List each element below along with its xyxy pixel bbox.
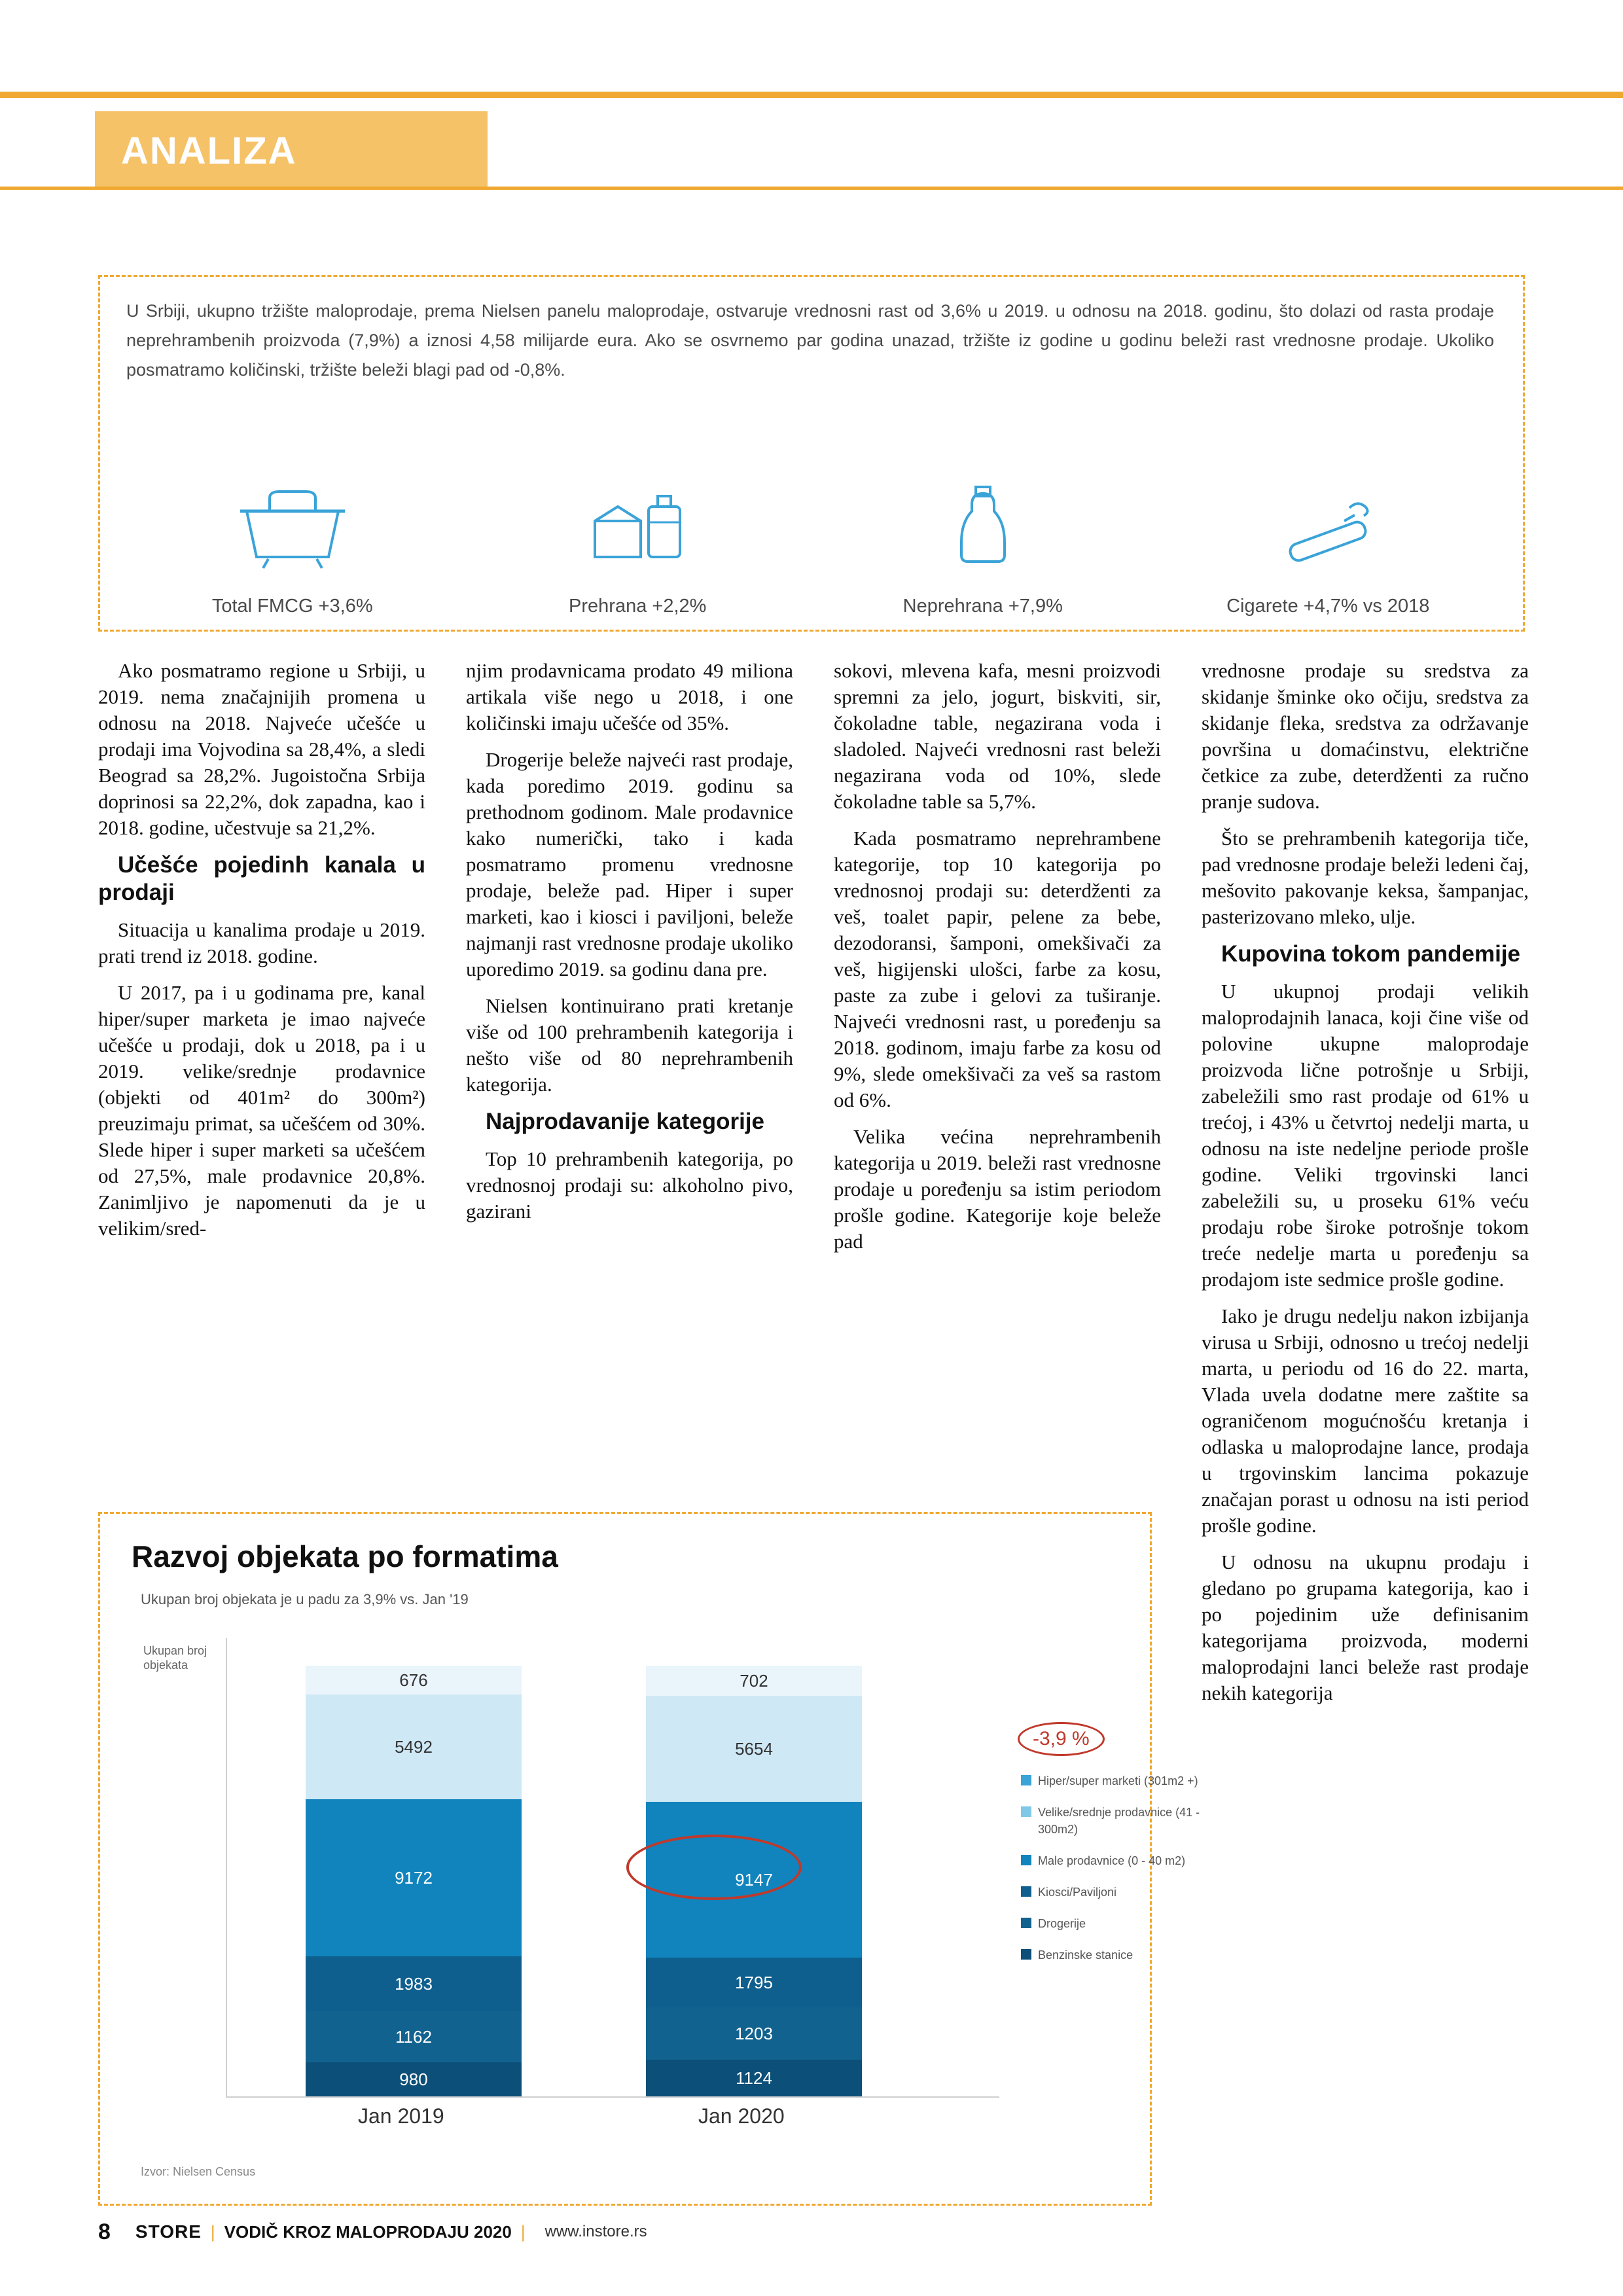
paragraph: Ako posmatramo regione u Srbiji, u 2019. nema značajnijih promena u odnosu na 2018. Najveće učešće u prodaji ima Vojvodina sa 28,4%, a sledi Beograd sa 28,2%. Jugoistočna Srbija doprinosi sa 22,2%, dok zapadna, kao i 2018. godine, učestvuje sa 21,2%. [98,659,425,839]
chart-segment: 702 [646,1666,862,1696]
footer-separator: | [210,2221,215,2242]
infographic-text: U Srbiji, ukupno tržište maloprodaje, prema Nielsen panelu maloprodaje, ostvaruje vrednosni rast od 3,6% u 2019. u odnosu na 2018. godinu, što dolazi od rasta prodaje neprehrambenih proizvoda (7,9%) a iznosi 4,58 milijarde eura. Ako se osvrnemo par godina unazad, tržište iz godine u godinu beleži rast vrednosne prodaje. Ukoliko posmatramo količinski, tržište beleži blagi pad od -0,8%. [126,301,1494,380]
paragraph: U ukupnoj prodaji velikih maloprodajnih lanaca, koji čine više od polovine ukupne maloprodaje proizvoda lične potrošnje u Srbiji, zabeležili smo rast prodaje od 61% u trećoj, i 43% u četvrtoj nedelji marta, u odnosu na iste nedeljne periode prošle godine. Veliki trgovinski lanci zabeležili su, u proseku 61% veću prodaju robe široke potrošnje tokom treće nedelje marta u poređenju sa prodajom iste sedmice prošle godine. [1202,980,1529,1291]
paragraph: U 2017, pa i u godinama pre, kanal hiper/super marketa je imao najveće učešće u prodaji, dok u 2018, pa i u 2019. velike/srednje prodavnice (objekti od 401m² do 300m²) preuzimaju primat, sa učešćem od 30%. Slede hiper i super marketi sa učešćem od 27,5%, male prodavnice 20,8%. Zanimljivo je napomenuti da je u velikim/sred- [98,981,425,1240]
chart-segment: 5654 [646,1696,862,1802]
infographic-icon-row [120,440,1501,617]
article-column-4 [1202,658,1529,1717]
detergent-bottle-icon [921,475,1045,580]
chart-segment: 1162 [306,2011,522,2062]
chart-segment: 9147 [646,1802,862,1958]
chart-segment: 9172 [306,1799,522,1956]
subheading: Učešće pojedinh kanala u prodaji [98,852,425,905]
article-column-3 [834,658,1161,1265]
infographic-item-label: Cigarete +4,7% vs 2018 [1226,596,1430,617]
legend-label: Benzinske stanice [1038,1948,1133,1962]
chart-x-label: Jan 2020 [698,2104,785,2128]
article-column-1 [98,658,425,1252]
paragraph: Nielsen kontinuirano prati kretanje više od 100 prehrambenih kategorija i nešto više od 80 neprehrambenih kategorija. [466,994,793,1096]
article-column-2 [466,658,793,1235]
legend-item [1021,1804,1230,1838]
legend-item [1021,1884,1230,1901]
subheading: Kupovina tokom pandemije [1221,941,1520,967]
chart-title: Razvoj objekata po formatima [132,1539,558,1573]
chart-highlight-ellipse [626,1835,802,1900]
legend-item [1021,1915,1230,1932]
chart-source: Izvor: Nielsen Census [141,2165,256,2178]
header-rule [0,187,1623,190]
chart-subtitle: Ukupan broj objekata je u padu za 3,9% vs. Jan '19 [141,1591,469,1607]
infographic-item [465,475,811,617]
header-top-band [0,92,1623,98]
subheading: Najprodavanije kategorije [486,1109,764,1134]
infographic-item [810,475,1156,617]
shopping-basket-icon [230,475,355,580]
page-footer [98,2212,1525,2251]
infographic-item-label: Prehrana +2,2% [569,596,707,617]
footer-edition: VODIČ KROZ MALOPRODAJU 2020 [224,2221,512,2242]
legend-swatch-icon [1021,1886,1031,1897]
infographic-item-label: Total FMCG +3,6% [211,596,373,617]
chart-segment: 5492 [306,1695,522,1799]
legend-item [1021,1772,1230,1789]
cigarette-icon [1266,475,1390,580]
chart-segment: 980 [306,2062,522,2096]
legend-item [1021,1852,1230,1869]
chart-segment: 1983 [306,1956,522,2011]
chart-legend [1021,1772,1230,1978]
legend-swatch-icon [1021,1855,1031,1865]
legend-swatch-icon [1021,1949,1031,1960]
legend-item [1021,1946,1230,1964]
paragraph: Velika većina neprehrambenih kategorija u 2019. beleži rast vrednosne prodaje u poređenju sa istim periodom prošle godine. Kategorije koje beleže pad [834,1125,1161,1253]
paragraph: U odnosu na ukupnu prodaju i gledano po grupama kategorija, kao i po pojedinim uže definisanim kategorijama proizvoda, moderni maloprodajni lanci beleže rast prodaje nekih kategorija [1202,1551,1529,1704]
paragraph: njim prodavnicama prodato 49 miliona artikala više nego u 2018, i one količinski imaju učešće od 35%. [466,659,793,734]
section-tab [95,111,488,190]
paragraph: Iako je drugu nedelju nakon izbijanja virusa u Srbiji, odnosno u trećoj nedelji marta, u periodu od 16 do 22. marta, Vlada uvela dodatne mere zaštite sa ograničenom mogućnošću kretanja i odlaska u maloprodajne lance, prodaja u trgovinskim lancima pokazuje značajan porast u odnosu na isti period prošle godine. [1202,1304,1529,1537]
chart-frame [226,1638,999,2128]
footer-logo: STORE [135,2221,202,2242]
legend-label: Drogerije [1038,1917,1086,1930]
page-number: 8 [98,2219,111,2244]
infographic-item-label: Neprehrana +7,9% [902,596,1063,617]
groceries-icon [575,475,700,580]
paragraph: Situacija u kanalima prodaje u 2019. prati trend iz 2018. godine. [98,918,425,967]
infographic-item [120,475,465,617]
chart-total-label: Ukupan broj objekata [143,1644,207,1672]
chart-box [98,1512,1200,2206]
paragraph: Kada posmatramo neprehrambene kategorije, top 10 kategorija po vrednosnoj prodaji su: deterdženti za veš, toalet papir, pelene za bebe, dezodoransi, šamponi, omekšivači za veš, higijenski ulošci, farbe za kosu, paste za zube i gelovi za tuširanje. Najveći vrednosni rast, u poređenju sa 2018. godinom, imaju farbe za kosu od 9%, slede omekšivači za veš sa rastom od 6%. [834,827,1161,1111]
paragraph: vrednosne prodaje su sredstva za skidanje šminke oko očiju, sredstva za skidanje fleka, sredstva za održavanje površina u domaćinstvu, električne četkice za zube, deterdženti za ručno pranje sudova. [1202,659,1529,813]
legend-swatch-icon [1021,1806,1031,1817]
legend-label: Hiper/super marketi (301m2 +) [1038,1774,1198,1787]
paragraph: Što se prehrambenih kategorija tiče, pad vrednosne prodaje beleži ledeni čaj, mešovito pakovanje keksa, šampanjac, pasterizovano mleko, ulje. [1202,827,1529,928]
paragraph: sokovi, mlevena kafa, mesni proizvodi spremni za jelo, jogurt, biskviti, sir, čokoladne table, negazirana voda i sladoled. Najveći vrednosni rast beleži negazirana voda od 10%, slede čokoladne table sa 5,7%. [834,659,1161,813]
chart-x-label: Jan 2019 [358,2104,444,2128]
chart-bar [306,1666,522,2096]
chart-segment: 1203 [646,2007,862,2060]
chart-delta-badge: -3,9 % [1018,1722,1105,1756]
chart-segment: 676 [306,1666,522,1695]
legend-label: Kiosci/Paviljoni [1038,1886,1117,1899]
footer-url[interactable]: www.instore.rs [544,2223,647,2240]
chart-segment: 1124 [646,2060,862,2096]
legend-label: Male prodavnice (0 - 40 m2) [1038,1854,1186,1867]
paragraph: Top 10 prehrambenih kategorija, po vrednosnoj prodaji su: alkoholno pivo, gazirani [466,1147,793,1223]
paragraph: Drogerije beleže najveći rast prodaje, kada poredimo 2019. godinu sa prethodnom godinom. Male prodavnice kako numerički, tako i kada posmatramo promenu vrednosne prodaje, beleže pad. Hiper i super marketi, kao i kiosci i paviljoni, beleže najmanji rast vrednosne prodaje ukoliko uporedimo 2019. sa godinu dana pre. [466,748,793,980]
chart-segment: 1795 [646,1958,862,2007]
chart-plot [141,1638,1200,2162]
page-title: ANALIZA [121,129,297,172]
infographic-item [1156,475,1501,617]
infographic-box [98,275,1525,632]
footer-separator: | [520,2221,526,2242]
legend-swatch-icon [1021,1918,1031,1928]
legend-swatch-icon [1021,1775,1031,1785]
legend-label: Velike/srednje prodavnice (41 - 300m2) [1038,1806,1200,1836]
